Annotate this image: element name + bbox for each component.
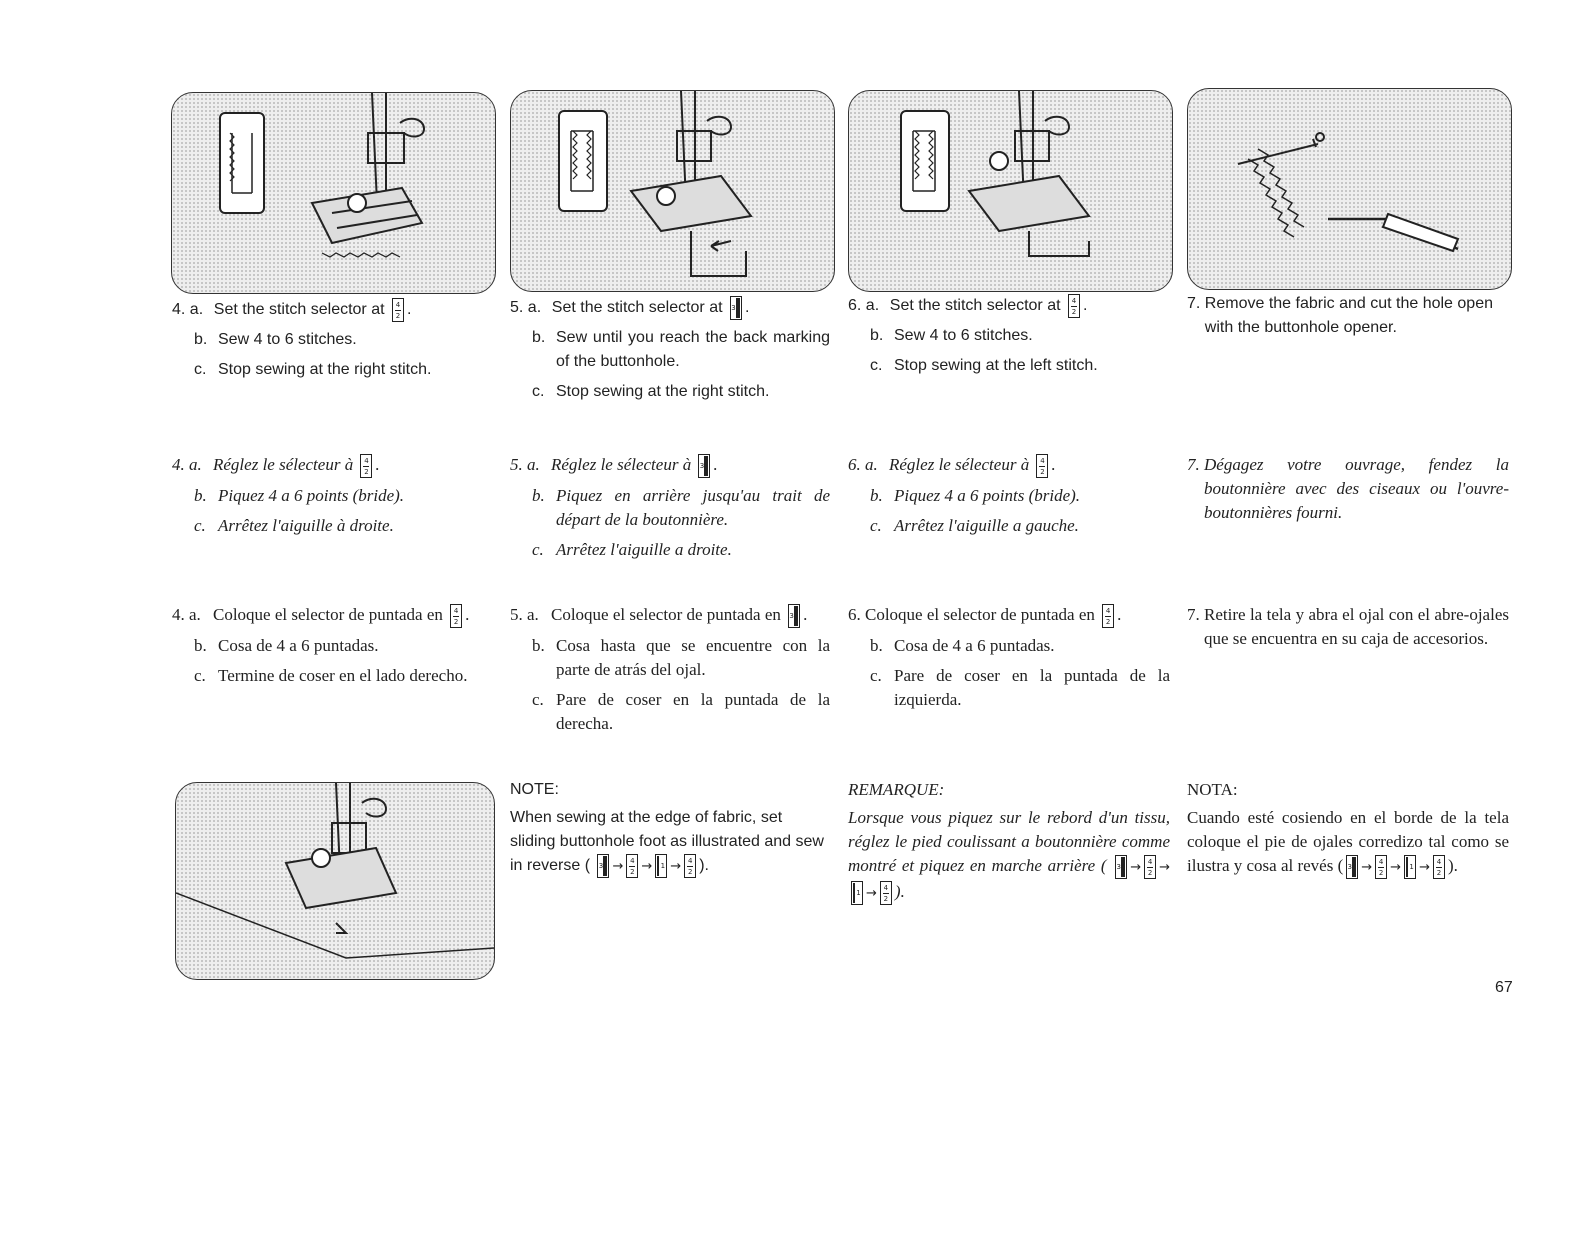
illustration-step-6 — [848, 90, 1173, 292]
arrow-right-icon: → — [866, 886, 877, 901]
list-item: c. Stop sewing at the left stitch. — [870, 357, 1098, 375]
list-item: b. Sew 4 to 6 stitches. — [194, 331, 357, 349]
list-item: c. Stop sewing at the right stitch. — [194, 361, 432, 379]
english-instructions — [848, 294, 1170, 384]
spanish-instructions — [848, 603, 1170, 718]
french-instructions — [1187, 453, 1509, 531]
list-item: c. Arrêtez l'aiguille a gauche. — [870, 516, 1079, 536]
stitch-selector-2-icon: $\frac{4}{2}$ — [1144, 855, 1156, 879]
list-item: c. Arrêtez l'aiguille a droite. — [532, 540, 732, 560]
arrow-right-icon: → — [670, 859, 682, 875]
stitch-selector-3-icon: 3 — [730, 296, 742, 320]
spanish-note — [1187, 778, 1509, 880]
stitch-selector-1-icon: 1 — [851, 881, 863, 905]
note-title: NOTA: — [1187, 780, 1238, 799]
note-title: REMARQUE: — [848, 780, 945, 799]
stitch-selector-2-icon: $\frac{4}{2}$ — [392, 298, 404, 322]
list-item: 4. a. Coloque el selector de puntada en $\frac{4}{2}$ . — [172, 605, 470, 627]
stitch-selector-2-icon: $\frac{4}{2}$ — [626, 854, 638, 878]
spanish-instructions — [1187, 603, 1509, 657]
note-text: Cuando esté cosiendo en el borde de la tela coloque el pie de ojales corredizo tal como se ilustra y cosa al revés ( 3 → $\frac{4}{2}$ → 1 → $\frac{4}{2}$ ). — [1187, 808, 1509, 878]
list-item: b. Sew 4 to 6 stitches. — [870, 327, 1033, 345]
arrow-right-icon: → — [612, 859, 624, 875]
stitch-selector-1-icon: 1 — [1404, 855, 1416, 879]
list-item: 7. Remove the fabric and cut the hole open with the buttonhole opener. — [1187, 295, 1493, 336]
instruction-text: Set the stitch selector at — [213, 301, 385, 319]
french-instructions — [510, 453, 830, 568]
english-instructions — [172, 298, 492, 388]
arrow-right-icon: → — [1159, 860, 1171, 875]
stitch-selector-3-icon: 3 — [597, 854, 609, 878]
list-item: 7. Retire la tela y abra el ojal con el abre-ojales que se encuentra en su caja de accesorios. — [1187, 605, 1509, 648]
list-item: 5. a. Set the stitch selector at 3 . — [510, 296, 830, 320]
list-item: 4. a. Set the stitch selector at $\frac{4}{2}$ . — [172, 298, 492, 322]
illustration-step-4 — [171, 92, 496, 294]
arrow-right-icon: → — [1390, 860, 1402, 875]
stitch-selector-2-icon: $\frac{4}{2}$ — [1068, 294, 1080, 318]
french-instructions — [172, 453, 492, 544]
stitch-selector-3-icon: 3 — [698, 454, 710, 478]
stitch-selector-2-icon: $\frac{4}{2}$ — [1433, 855, 1445, 879]
list-item: c. Termine de coser en el lado derecho. — [194, 666, 468, 686]
illustration-edge-sewing — [175, 782, 495, 980]
english-instructions — [510, 296, 830, 410]
stitch-selector-2-icon: $\frac{4}{2}$ — [880, 881, 892, 905]
list-item: b. Piquez en arrière jusqu'au trait de départ de la boutonnière. — [532, 486, 830, 530]
list-item: c. Pare de coser en la puntada de la derecha. — [532, 690, 830, 734]
list-item: 4. a. Réglez le sélecteur à $\frac{4}{2}$ . — [172, 455, 380, 477]
arrow-right-icon: → — [641, 859, 653, 875]
stitch-selector-2-icon: $\frac{4}{2}$ — [360, 454, 372, 478]
note-title: NOTE: — [510, 781, 559, 798]
illustration-step-7 — [1187, 88, 1512, 290]
stitch-selector-3-icon: 3 — [1346, 855, 1358, 879]
illustration-step-5 — [510, 90, 835, 292]
stitch-selector-3-icon: 3 — [788, 604, 800, 628]
list-item: 5. a. Réglez le sélecteur à 3 . — [510, 453, 830, 478]
list-item: 6. a. Set the stitch selector at $\frac{4}{2}$ . — [848, 294, 1170, 318]
french-instructions — [848, 453, 1170, 544]
stitch-selector-2-icon: $\frac{4}{2}$ — [450, 604, 462, 628]
list-item: b. Cosa de 4 a 6 puntadas. — [870, 636, 1055, 656]
spanish-instructions — [510, 603, 830, 742]
stitch-selector-2-icon: $\frac{4}{2}$ — [1102, 604, 1114, 628]
page-number: 67 — [1495, 979, 1513, 996]
stitch-selector-2-icon: $\frac{4}{2}$ — [1036, 454, 1048, 478]
list-item: 6. Coloque el selector de puntada en $\frac{4}{2}$ . — [848, 605, 1122, 627]
spanish-instructions — [172, 603, 492, 694]
english-instructions — [1187, 292, 1509, 346]
stitch-selector-3-icon: 3 — [1115, 855, 1127, 879]
list-item: 5. a. Coloque el selector de puntada en 3 . — [510, 603, 830, 628]
list-item: c. Pare de coser en la puntada de la izquierda. — [870, 666, 1170, 710]
note-text: When sewing at the edge of fabric, set sliding buttonhole foot as illustrated and sew in reverse ( 3 → $\frac{4}{2}$ → 1 → $\frac{4}{2}$ ). — [510, 809, 824, 876]
list-item: 7. Dégagez votre ouvrage, fendez la boutonnière avec des ciseaux ou l'ouvre-boutonnières fourni. — [1187, 455, 1509, 522]
stitch-selector-2-icon: $\frac{4}{2}$ — [684, 854, 696, 878]
note-text: Lorsque vous piquez sur le rebord d'un tissu, réglez le pied coulissant a boutonnière comme montré et piquez en marche arrière ( 3 → $\frac{4}{2}$ → 1 → $\frac{4}{2}$ ). — [848, 808, 1171, 904]
arrow-right-icon: → — [1419, 860, 1430, 875]
list-item: b. Piquez 4 a 6 points (bride). — [194, 486, 405, 506]
english-note — [510, 778, 830, 879]
arrow-right-icon: → — [1130, 860, 1142, 875]
list-item: 6. a. Réglez le sélecteur à $\frac{4}{2}$ . — [848, 455, 1056, 477]
stitch-selector-1-icon: 1 — [655, 854, 667, 878]
list-item: c. Stop sewing at the right stitch. — [532, 383, 770, 401]
list-item: b. Sew until you reach the back marking of the buttonhole. — [532, 329, 830, 371]
list-item: c. Arrêtez l'aiguille à droite. — [194, 516, 394, 536]
stitch-selector-2-icon: $\frac{4}{2}$ — [1375, 855, 1387, 879]
list-item: b. Cosa hasta que se encuentre con la parte de atrás del ojal. — [532, 636, 830, 680]
list-item: b. Piquez 4 a 6 points (bride). — [870, 486, 1081, 506]
arrow-right-icon: → — [1361, 860, 1373, 875]
list-item: b. Cosa de 4 a 6 puntadas. — [194, 636, 379, 656]
french-note — [848, 778, 1170, 906]
